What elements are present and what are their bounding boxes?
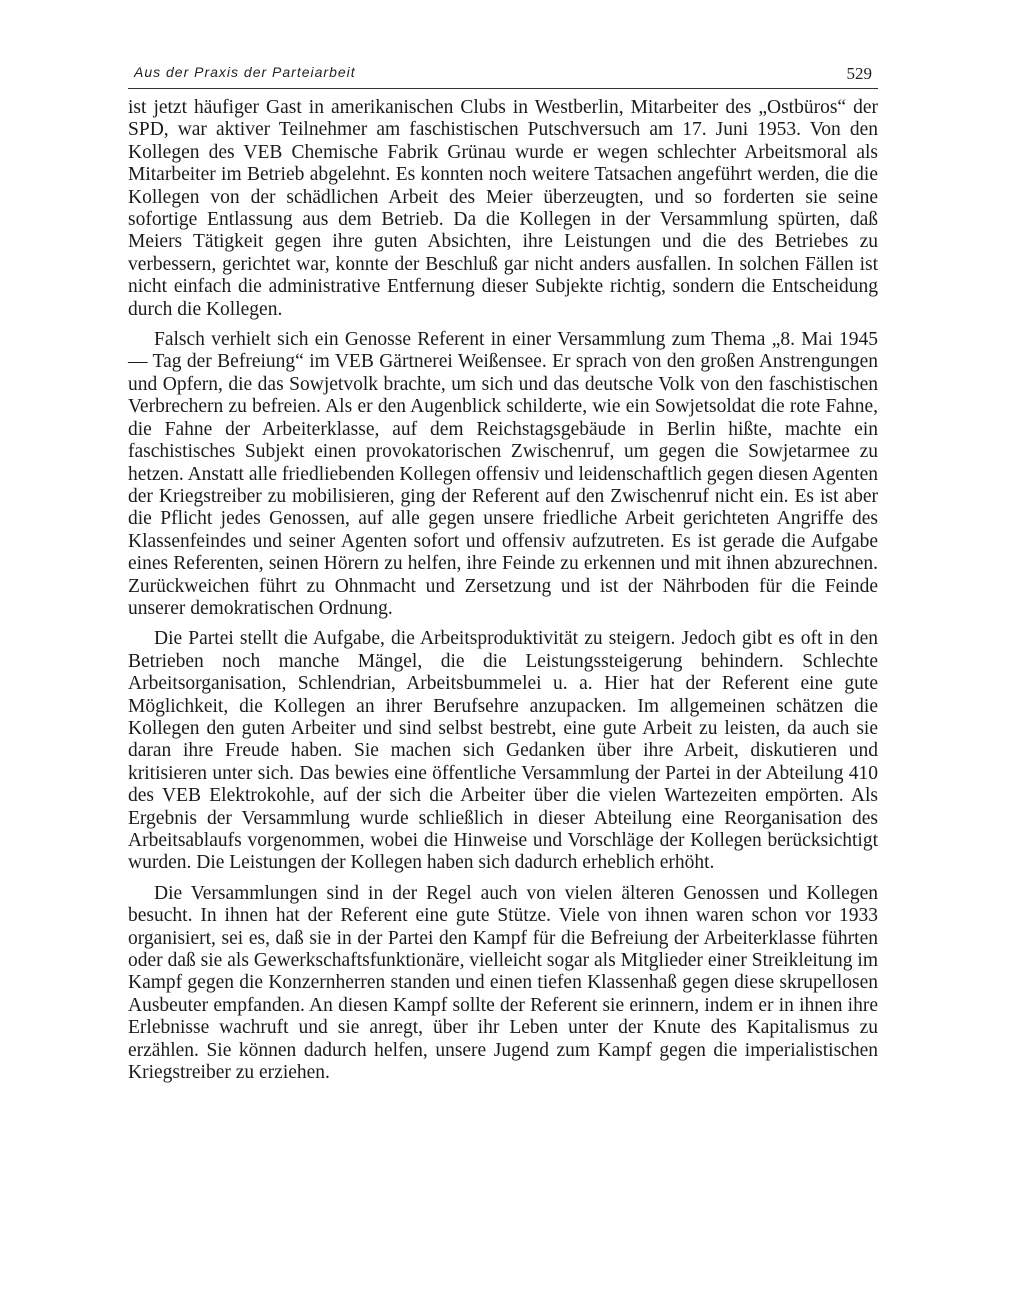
running-header [128, 56, 878, 86]
page-number: 529 [846, 64, 872, 83]
paragraph: Die Partei stellt die Aufgabe, die Arbeitsproduktivität zu steigern. Jedoch gibt es oft in den Betrieben noch manche Mängel, die die Leistungssteigerung behindern. Schlechte Arbeitsorganisation, Schlendrian, Arbeitsbummelei u. a. Hier hat der Referent eine gute Möglichkeit, die Kollegen an ihrer Berufsehre anzupacken. Im allgemeinen schätzen die Kollegen den guten Arbeiter und sind selbst bestrebt, eine gute Arbeit zu leisten, da auch sie daran ihre Freude haben. Sie machen sich Gedanken über ihre Arbeit, diskutieren und kritisieren unter sich. Das bewies eine öffentliche Versammlung der Partei in der Abteilung 410 des VEB Elektrokohle, auf der sich die Arbeiter über die vielen Wartezeiten empörten. Als Ergebnis der Versammlung wurde schließlich in dieser Abteilung eine Reorganisation des Arbeitsablaufs vorgenommen, wobei die Hinweise und Vorschläge der Kollegen berücksichtigt wurden. Die Leistungen der Kollegen haben sich dadurch erheblich erhöht. [128, 628, 878, 874]
paragraph: Die Versammlungen sind in der Regel auch von vielen älteren Genossen und Kollegen besucht. In ihnen hat der Referent eine gute Stütze. Viele von ihnen waren schon vor 1933 organisiert, sei es, daß sie in der Partei den Kampf für die Befreiung der Arbeiterklasse führten oder daß sie als Gewerkschaftsfunktionäre, vielleicht sogar als Mitglieder einer Streikleitung im Kampf gegen die Konzernherren standen und einen tiefen Klassenhaß gegen diese skrupellosen Ausbeuter empfanden. An diesen Kampf sollte der Referent sie erinnern, indem er in ihnen ihre Erlebnisse wachruft und sie anregt, über ihr Leben unter der Knute des Kapitalismus zu erzählen. Sie können dadurch helfen, unsere Jugend zum Kampf gegen die imperialistischen Kriegstreiber zu erziehen. [128, 882, 878, 1084]
paragraph: ist jetzt häufiger Gast in amerikanischen Clubs in Westberlin, Mitarbeiter des „Ostbüros“ der SPD, war aktiver Teilnehmer am faschistischen Putschversuch am 17. Juni 1953. Von den Kollegen des VEB Chemische Fabrik Grünau wurde er wegen schlechter Arbeitsmoral als Mitarbeiter im Betrieb abgelehnt. Es konnten noch weitere Tatsachen angeführt werden, die die Kollegen von der schädlichen Arbeit des Meier überzeugten, und so forderten sie seine sofortige Entlassung aus dem Betrieb. Da die Kollegen in der Versammlung spürten, daß Meiers Tätigkeit gegen ihre guten Absichten, ihre Leistungen und die des Betriebes zu verbessern, gerichtet war, konnte der Beschluß gar nicht anders ausfallen. In solchen Fällen ist nicht einfach die administrative Entfernung dieser Subjekte richtig, sondern die Entscheidung durch die Kollegen. [128, 97, 878, 320]
page [128, 56, 878, 1092]
running-header-title: Aus der Praxis der Parteiarbeit [134, 64, 356, 80]
paragraph: Falsch verhielt sich ein Genosse Referent in einer Versammlung zum Thema „8. Mai 1945 — Tag der Befreiung“ im VEB Gärtnerei Weißensee. Er sprach von den großen Anstrengungen und Opfern, die das Sowjetvolk brachte, um sich und das deutsche Volk von den faschistischen Verbrechern zu befreien. Als er den Augenblick schilderte, wie ein Sowjetsoldat die rote Fahne, die Fahne der Arbeiterklasse, auf dem Reichstagsgebäude in Berlin hißte, machte ein faschistisches Subjekt einen provokatorischen Zwischenruf, um gegen die Sowjetarmee zu hetzen. Anstatt alle friedliebenden Kollegen offensiv und leidenschaftlich gegen diesen Agenten der Kriegstreiber zu mobilisieren, ging der Referent auf den Zwischenruf nicht ein. Es ist aber die Pflicht jedes Genossen, auf alle gegen unsere friedliche Arbeit gerichteten Angriffe des Klassenfeindes und seiner Agenten sofort und offensiv aufzutreten. Es ist gerade die Aufgabe eines Referenten, seinen Hörern zu helfen, ihre Feinde zu erkennen und mit ihnen abzurechnen. Zurückweichen führt zu Ohnmacht und Zersetzung und ist der Nährboden für die Feinde unserer demokratischen Ordnung. [128, 329, 878, 619]
body-text [128, 97, 878, 1084]
header-rule [128, 88, 878, 89]
